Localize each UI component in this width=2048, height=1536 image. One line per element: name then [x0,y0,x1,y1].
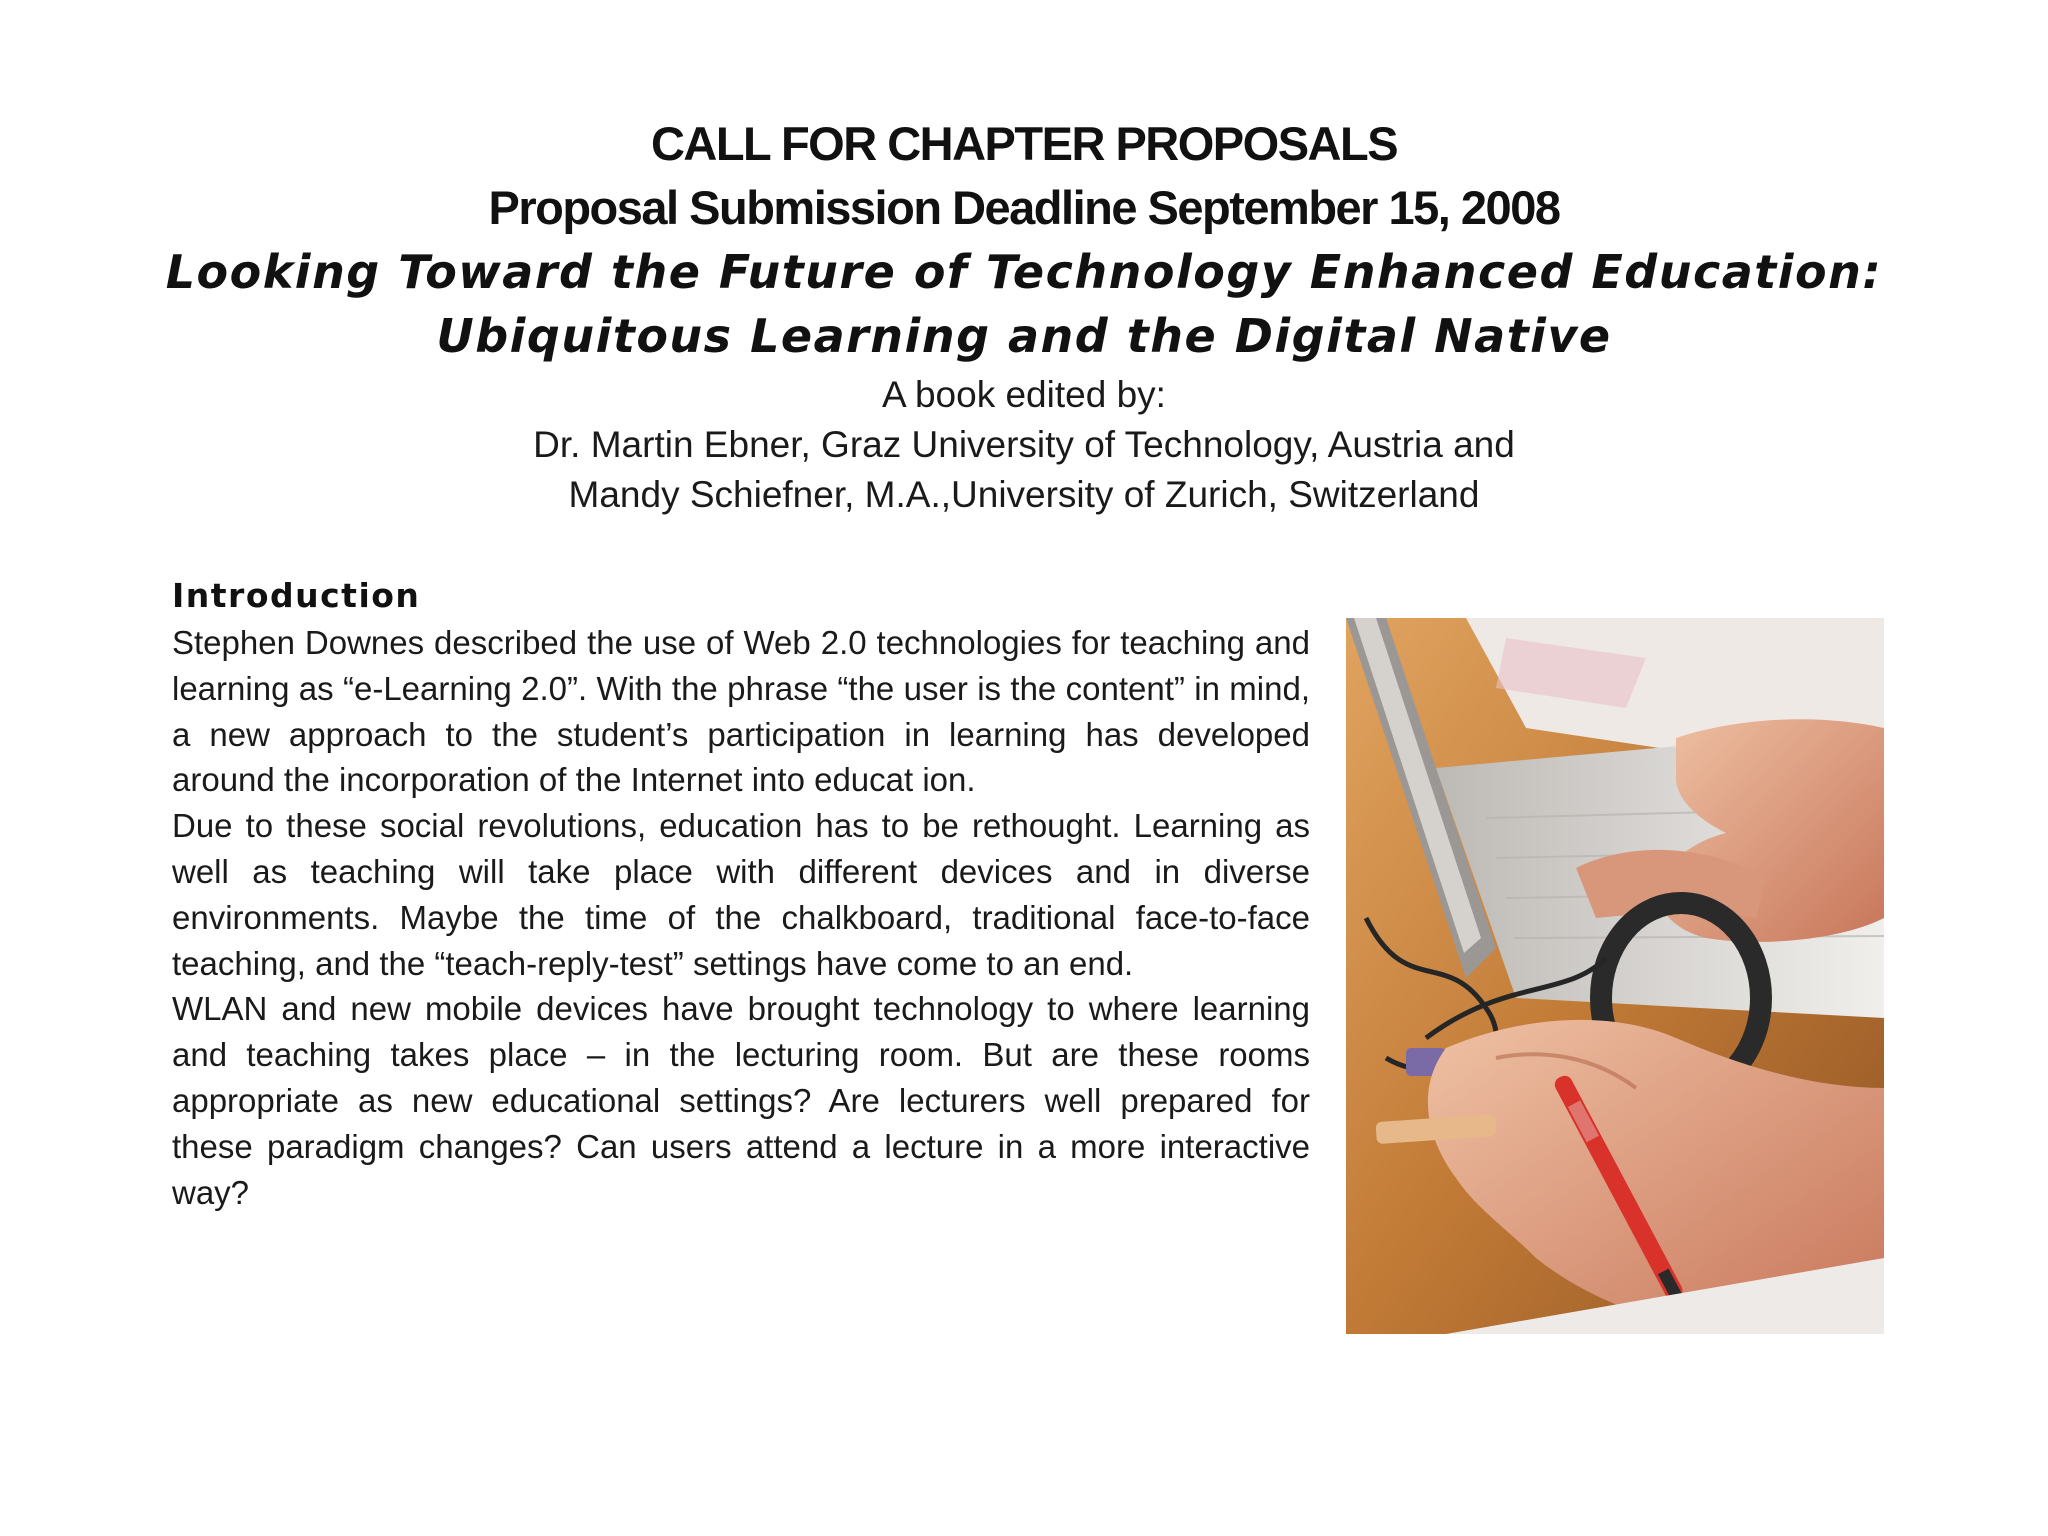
edited-by-label: A book edited by: [882,374,1166,415]
photo-illustration [1346,618,1884,1334]
introduction-heading: Introduction [172,576,421,615]
deadline-heading: Proposal Submission Deadline September 15, 2008 [488,181,1560,234]
document-header [0,112,2048,520]
paragraph-2: Due to these social revolutions, education has to be rethought. Learning as well as teaching will take place with different devices and in diverse environments. Maybe the time of the chalkboard, traditional face-to-face teaching, and the “teach-reply-test” settings have come to an end. [172,807,1310,982]
introduction-body [172,620,1310,1215]
call-heading: CALL FOR CHAPTER PROPOSALS [650,117,1398,170]
book-title-line-2: Ubiquitous Learning and the Digital Native [436,309,1612,363]
paragraph-1: Stephen Downes described the use of Web 2.0 technologies for teaching and learning as “e-Learning 2.0”. With the phrase “the user is the content” in mind, a new approach to the student’s participation in learning has developed around the incorporation of the Internet into educat ion. [172,624,1310,799]
students-laptop-photo [1346,618,1884,1334]
book-title-line-1: Looking Toward the Future of Technology Enhanced Education: [165,245,1883,299]
paragraph-3: WLAN and new mobile devices have brought technology to where learning and teaching takes place – in the lecturing room. But are these rooms appropriate as new educational settings? Are lecturers well prepared for these paradigm changes? Can users attend a lecture in a more interactive way? [172,990,1310,1211]
editor-2: Mandy Schiefner, M.A.,University of Zurich, Switzerland [568,474,1480,515]
editor-1: Dr. Martin Ebner, Graz University of Technology, Austria and [533,424,1515,465]
